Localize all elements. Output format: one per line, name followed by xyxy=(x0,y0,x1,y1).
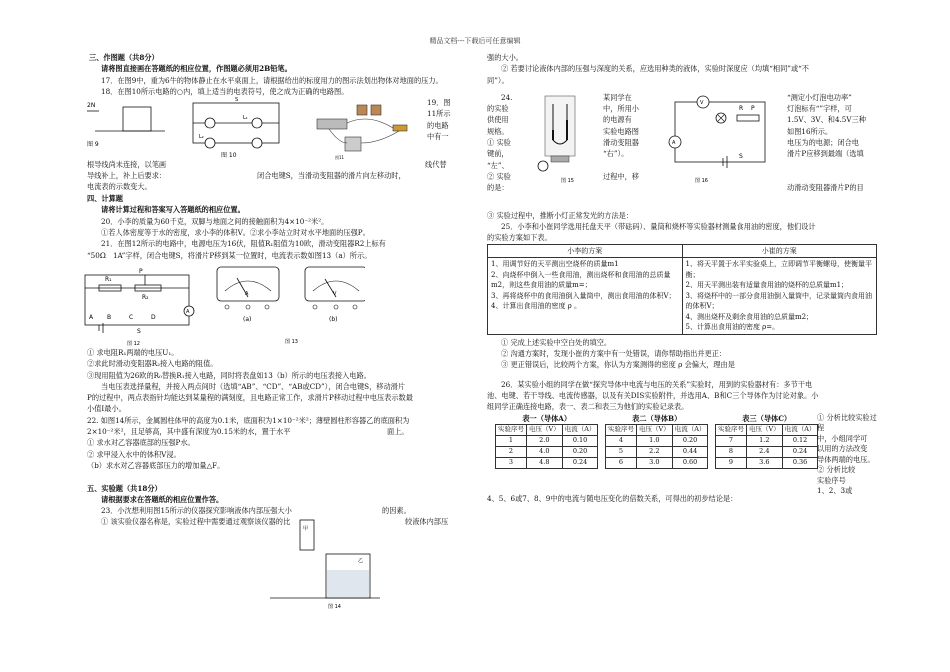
svg-text:A: A xyxy=(186,308,190,315)
q24-r2: 灯泡标有“”字样，可 xyxy=(787,104,852,114)
question-25: 25．小李和小崔同学选用托盘天平（带砝码）、量筒和烧杯等实验器材测量食用油的密度，他们设计 xyxy=(501,222,816,232)
question-26-cont-2: 组同学正确连接电路，表一、表二和表三为他们的实验记录表。 xyxy=(487,402,689,412)
table-cell: 5 xyxy=(606,446,637,457)
table-cell: 0.12 xyxy=(782,435,818,446)
fig10-lamp-L2 xyxy=(252,138,262,148)
section-3-note: 请将图直接画在答题纸的相应位置，作图题必须用2B铅笔。 xyxy=(101,64,292,74)
side-note-7: 1、2、3或 xyxy=(817,486,853,496)
q24-l5: 键前， xyxy=(487,149,509,159)
table-cell: 3.0 xyxy=(637,457,673,468)
table-2 xyxy=(605,424,708,469)
plan-cui-step: 5、计算出食用油的密度 ρ=。 xyxy=(685,323,780,332)
table-cell: 4 xyxy=(606,435,637,446)
figure-11-apparatus xyxy=(309,103,419,161)
q24-e: 滑动变阻器 xyxy=(603,138,639,148)
figure-13-meters xyxy=(205,261,365,347)
table-cell: 0.20 xyxy=(672,435,708,446)
plan-li-step: 1、用调节好的天平测出空烧杯的质量m1 xyxy=(491,260,619,269)
figure-12-circuit xyxy=(79,261,199,347)
question-22-cont-2: 面上。 xyxy=(387,427,409,437)
fig10-meter-slot-1 xyxy=(205,118,215,128)
q23-top3: 同”）。 xyxy=(487,75,509,85)
table-cell: 8 xyxy=(716,446,747,457)
q22-1: ① 求水对乙容器底部的压强P水。 xyxy=(87,438,195,448)
q19-g: 导线补上，补上后要求： xyxy=(87,171,167,181)
plan-cui-step: 3、将烧杯中的一部分食用油倒入量筒中，记录量筒内食用油的体积V； xyxy=(685,291,872,311)
q19-e: 根导线尚未连接，以笔画 xyxy=(87,160,167,170)
table-cell: 0.44 xyxy=(672,446,708,457)
q24-r3: 1.5V、3V、和4.5V三种 xyxy=(787,115,866,125)
plan-header-cui: 小崔的方案 xyxy=(682,244,877,258)
th-v: 电压（V） xyxy=(747,424,783,435)
side-note-1: ① 分析比较实验过程 xyxy=(817,412,877,433)
plan-li-step: 4、计算出食用油的密度 ρ 。 xyxy=(491,302,582,311)
question-23-cont: 的因素。 xyxy=(382,506,411,516)
table-cell: 3 xyxy=(496,457,527,468)
svg-text:A: A xyxy=(672,139,676,146)
svg-text:R: R xyxy=(739,104,744,112)
svg-text:S: S xyxy=(137,327,141,335)
fig14-cylinder-jia xyxy=(300,520,314,550)
table-cell: 1 xyxy=(496,435,527,446)
table-cell: 2.2 xyxy=(637,446,673,457)
fig9-caption: 图 9 xyxy=(87,141,99,149)
q24-l2: 供使用 xyxy=(487,115,509,125)
figures-12-13 xyxy=(87,261,462,347)
q21-6: 小值I最小。 xyxy=(87,404,126,414)
q25-2: ② 沟通方案时，发现小崔的方案中有一处错误，请你帮助指出并更正： xyxy=(501,349,727,359)
svg-text:B: B xyxy=(107,313,112,321)
q23-top2: ② 若要讨论液体内部的压强与深度的关系，应选用种类的液体，实验时深度应（均填“相同”或“不 xyxy=(501,64,809,74)
q21-3: ③现用阻值为26欧的R₀替换R₁接入电路，同时将表盘如13（b）所示的电压表接入电路。 xyxy=(87,370,371,380)
table-cell: 2.0 xyxy=(527,435,563,446)
fig15-caption: 图 15 xyxy=(561,177,574,184)
table-cell: 1.0 xyxy=(637,435,673,446)
q21-2: ②求此时滑动变阻器R₂接入电路的阻值。 xyxy=(87,359,218,369)
question-18: 18．在图10所示电路的○内，填上适当的电表符号，使之成为正确的电路图。 xyxy=(101,86,349,96)
question-22-cont: 2×10⁻²米²，且足够高，其中盛有深度为0.15米的水，置于水平 xyxy=(87,427,291,437)
table-1 xyxy=(495,424,598,469)
table-cell: 3.6 xyxy=(747,457,783,468)
svg-text:A: A xyxy=(245,290,249,297)
figure-14 xyxy=(270,518,380,610)
table-cell: 4.0 xyxy=(527,446,563,457)
svg-text:R₂: R₂ xyxy=(142,293,149,301)
svg-text:S: S xyxy=(739,152,743,160)
question-20-parts: ①若人体密度等于水的密度，求小李的体积V。②求小李站立时对水平地面的压强P。 xyxy=(101,228,370,238)
table-cell: 2.4 xyxy=(747,446,783,457)
q24-number: 24. xyxy=(501,92,513,102)
q24-l4: ① 实验 xyxy=(487,138,511,148)
left-column xyxy=(87,52,462,527)
page-header-watermark: 精品文档---下载后可任意编辑 xyxy=(429,37,521,45)
q24-a: 某同学在 xyxy=(603,92,632,102)
q23-top1: 强的大小。 xyxy=(487,53,523,62)
q19-f: 线代替 xyxy=(425,160,447,170)
figure-10-circuit xyxy=(187,97,287,163)
fig10-lamp-L1 xyxy=(252,118,262,128)
table-cell: 0.20 xyxy=(562,446,598,457)
th-i: 电流（A） xyxy=(672,424,708,435)
q24-r6: 滑片P应移到最端（选填 xyxy=(787,149,864,159)
th-no: 实验序号 xyxy=(496,424,527,435)
table-cell: 7 xyxy=(716,435,747,446)
q24-l1: 的实验 xyxy=(487,104,509,114)
section-4-title: 四、计算题 xyxy=(87,194,123,204)
question-26-cont: 池、电键、若干导线、电流传感器，以及有关DIS实验附件，并选用A、B和C三个导体作为讨论对象。小 xyxy=(487,390,819,400)
q19-c: 的电路 xyxy=(427,120,449,130)
table-cell: 1.2 xyxy=(747,435,783,446)
plan-li-step: 3、再将烧杯中的食用油倒入量筒中，测出食用油的体积V； xyxy=(491,291,676,300)
section-5-note: 请根据要求在答题纸的相应位置作答。 xyxy=(101,494,224,504)
q24-f: “右”）。 xyxy=(603,149,629,159)
section-3-title: 三、作图题（共8分） xyxy=(89,53,159,62)
section-5-title: 五、实验题（共18分） xyxy=(87,483,162,493)
q24-3: ③ 实验过程中，推断小灯正常发光的方法是： xyxy=(487,210,634,220)
q24-l8: 的是： xyxy=(487,183,509,193)
fig16-rheostat xyxy=(737,115,759,121)
q21-1: ① 求电阻R₁两端的电压U₁。 xyxy=(87,347,179,357)
question-24-block xyxy=(487,86,877,210)
section-4-note: 请将计算过程和答案写入答题纸的相应位置。 xyxy=(101,205,245,215)
fig14-water xyxy=(327,570,369,597)
q24-l6: “左”、 xyxy=(487,160,509,170)
fig11-caption: 图11 xyxy=(335,155,345,161)
svg-text:R₁: R₁ xyxy=(105,275,112,283)
fig10-switch-label: S xyxy=(235,97,239,104)
q24-r7: 动滑动变阻器滑片P的目 xyxy=(787,182,864,192)
data-tables xyxy=(487,412,877,496)
question-22: 22. 如图14所示，金属圆柱体甲的高度为0.1米，底面积为1×10⁻²米²；薄壁圆柱形容器乙的底面积为 xyxy=(87,415,410,425)
question-20: 20．小李的质量为60千克，双脚与地面之间的接触面积为4×10⁻²米²。 xyxy=(101,216,329,226)
fig13a-label: (a) xyxy=(243,315,252,323)
fig12-caption: 图 12 xyxy=(127,340,140,347)
plan-li-step: 2、向烧杯中倒入一些食用油，测出烧杯和食用油的总质量m2，则这些食用油的质量m=； xyxy=(491,270,671,290)
figure-9 xyxy=(85,99,165,159)
side-note-3: 以用的方法改变 xyxy=(817,444,868,454)
right-column xyxy=(487,52,877,504)
figures-9-10-11 xyxy=(87,97,462,163)
side-note-5: ② 分析比较 xyxy=(817,465,856,475)
fig11-ammeter xyxy=(345,137,361,151)
fig16-caption: 图 16 xyxy=(695,177,708,184)
question-26: 26．某实验小组的同学在做“探究导体中电流与电压的关系”实验时，用到的实验器材有：多节干电 xyxy=(501,379,813,389)
q25-3: ③ 更正错误后，比较两个方案，你认为方案测得的密度 ρ 会偏大，理由是 xyxy=(501,360,735,370)
q24-b: 中，所用小 xyxy=(603,104,639,114)
svg-text:V: V xyxy=(333,290,337,297)
table-cell: 0.36 xyxy=(782,457,818,468)
question-23: 23．小沈想利用图15所示的仪器探究影响液体内部压强大小 xyxy=(101,506,292,516)
q24-r1: “测定小灯泡电功率” xyxy=(787,92,852,102)
fig13b-label: (b) xyxy=(329,315,338,323)
question-21-cont: “50Ω 1A”字样，闭合电键S，将滑片P移到某一位置时，电流表示数如图13（a）所示。 xyxy=(87,250,372,260)
q24-l3: 规格。 xyxy=(487,126,509,136)
th-i: 电流（A） xyxy=(782,424,818,435)
q19-b: 11所示 xyxy=(427,109,451,119)
fig13-caption: 图 13 xyxy=(285,338,298,345)
plan-header-li: 小李的方案 xyxy=(488,244,683,258)
th-no: 实验序号 xyxy=(606,424,637,435)
table-cell: 0.24 xyxy=(562,457,598,468)
q24-r4: 如图16所示。 xyxy=(787,126,833,136)
svg-text:P: P xyxy=(751,104,755,112)
table-cell: 9 xyxy=(716,457,747,468)
question-25-cont: 的实验方案如下表。 xyxy=(487,233,552,243)
th-no: 实验序号 xyxy=(716,424,747,435)
plan-cui-step: 1、将天平置于水平实验桌上，立即调节平衡螺母，使衡量平衡； xyxy=(685,260,872,279)
fig14-jia-label: 甲 xyxy=(303,526,309,532)
q21-5: P的过程中，两点表指针均能达到某量程的满刻度，且电路正常工作，求滑片P移动过程中电压表示数最 xyxy=(87,393,413,403)
q24-l7: ② 实验 xyxy=(487,171,511,181)
fig14-caption: 图 14 xyxy=(328,604,341,610)
q23-1: ① 该实验仪器名称是，实验过程中需要通过观察该仪器的比 xyxy=(101,517,291,527)
table-cell: 0.24 xyxy=(782,446,818,457)
plan-cui-step: 2、用天平测出装有适量食用油的烧杯的总质量m1； xyxy=(685,281,849,290)
q24-c: 的电源有 xyxy=(603,115,632,125)
q19-i: 电流表的示数变大。 xyxy=(87,182,152,192)
q25-1: ① 完成上述实验中空白处的填空。 xyxy=(501,337,612,347)
q22-2: ② 求甲浸入水中的体积V浸。 xyxy=(87,449,181,459)
svg-text:L₁: L₁ xyxy=(243,115,248,122)
side-note-2: 中，小组同学可 xyxy=(817,433,868,443)
table-cell: 0.10 xyxy=(562,435,598,446)
svg-text:V: V xyxy=(700,99,704,106)
figure-15-pressure-gauge xyxy=(531,90,601,190)
table-1-title: 表一（导体A） xyxy=(522,413,572,423)
svg-text:P: P xyxy=(139,267,143,275)
svg-text:L₂: L₂ xyxy=(199,134,204,141)
side-note-6: 实验序号 xyxy=(817,475,846,485)
fig14-yi-label: 乙 xyxy=(358,558,364,564)
q19-a: 19．图 xyxy=(427,98,451,108)
table-3 xyxy=(715,424,818,469)
fig11-battery-2 xyxy=(371,105,381,115)
table-cell: 0.60 xyxy=(672,457,708,468)
question-21: 21．在图12所示的电路中，电源电压为16伏，阻值R₁阻值为10欧，滑动变阻器R2上标有 xyxy=(101,239,386,249)
svg-text:D: D xyxy=(151,313,156,321)
question-17: 17．在图9中，重为6牛的物体静止在水平桌面上，请根据给出的标度用力的图示法划出物体对地面的压力。 xyxy=(101,75,443,85)
fig9-block xyxy=(123,107,151,131)
fig11-switch xyxy=(393,125,407,131)
fig11-battery-1 xyxy=(357,105,367,115)
table-cell: 2 xyxy=(496,446,527,457)
table-3-title: 表三（导体C） xyxy=(742,413,792,423)
th-v: 电压（V） xyxy=(527,424,563,435)
q24-g: 过程中，移 xyxy=(603,171,639,181)
question-26-last: 4、5、6或7、8、9中的电流与随电压变化的倍数关系，可得出的初步结论是： xyxy=(487,493,738,503)
q21-4: 当电压表选择量程，并接入两点间时（选填“AB”、“CD”、“AB或CD”），闭合电键S，移动滑片 xyxy=(101,381,406,391)
svg-text:A: A xyxy=(89,313,94,321)
q23-1-cont: 较液体内部压 xyxy=(405,517,449,527)
svg-text:C: C xyxy=(129,313,134,321)
q22-3: （b）求水对乙容器底部压力的增加量△F。 xyxy=(87,460,225,470)
q19-d: 中有一 xyxy=(427,132,449,142)
table-2-title: 表二（导体B） xyxy=(632,413,682,423)
plan-table xyxy=(487,244,877,335)
table-cell: 4.8 xyxy=(527,457,563,468)
plan-cui-step: 4、测出烧杯及剩余食用油的总质量m2； xyxy=(685,312,814,321)
q24-r5: 电压为的电源；闭合电 xyxy=(787,138,859,148)
q19-h: 闭合电键S，当滑动变阻器的滑片向左移动时， xyxy=(257,171,406,181)
side-note-4: 导体两端的电压。 xyxy=(817,454,875,464)
fig10-meter-slot-2 xyxy=(205,138,215,148)
fig10-caption: 图 10 xyxy=(221,152,237,160)
th-v: 电压（V） xyxy=(637,424,673,435)
q24-d: 实验电路图 xyxy=(603,126,639,136)
th-i: 电流（A） xyxy=(562,424,598,435)
fig11-rheostat xyxy=(317,119,347,129)
fig9-scale-label: 2N xyxy=(87,102,96,110)
figure-16-circuit xyxy=(663,90,781,186)
table-cell: 6 xyxy=(606,457,637,468)
